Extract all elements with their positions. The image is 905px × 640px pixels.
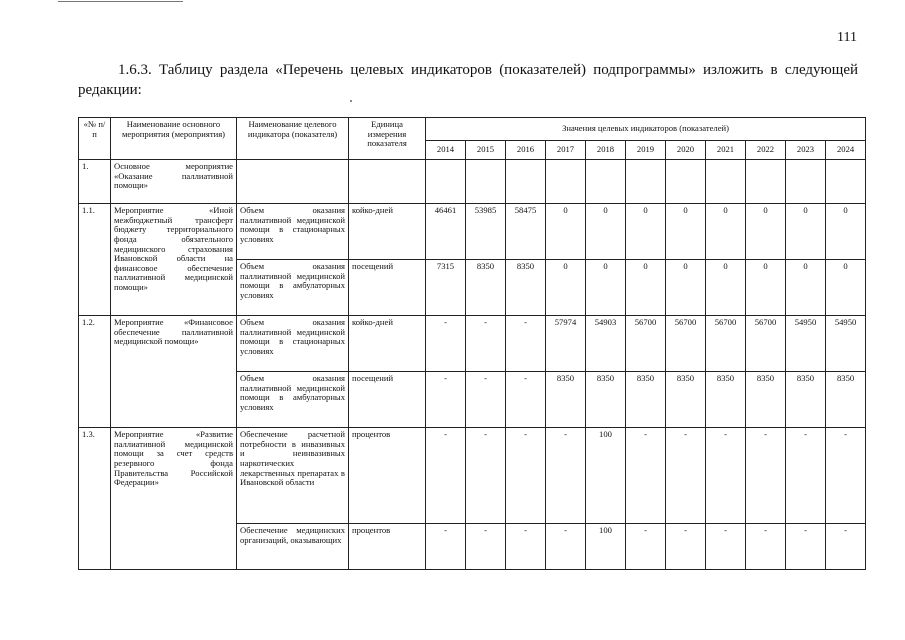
value-cell: - (786, 524, 826, 570)
value-cell: - (706, 524, 746, 570)
value-cell: 56700 (706, 316, 746, 372)
table-row (79, 428, 866, 524)
value-cell: 53985 (466, 204, 506, 260)
year-2023: 2023 (786, 141, 826, 160)
value-cell: - (466, 372, 506, 428)
year-2016: 2016 (506, 141, 546, 160)
value-cell: - (506, 372, 546, 428)
value-cell: - (826, 524, 866, 570)
value-cell: 0 (546, 204, 586, 260)
value-cell: - (826, 428, 866, 524)
value-cell: - (466, 316, 506, 372)
value-cell: - (426, 428, 466, 524)
year-2014: 2014 (426, 141, 466, 160)
value-cell: 100 (586, 524, 626, 570)
value-cell: 0 (826, 204, 866, 260)
value-cell: - (746, 428, 786, 524)
value-cell: - (506, 316, 546, 372)
year-2019: 2019 (626, 141, 666, 160)
row-unit: койко-дней (349, 204, 426, 260)
table-row (79, 160, 866, 204)
value-cell: 54950 (826, 316, 866, 372)
value-cell: - (426, 372, 466, 428)
value-cell: 8350 (546, 372, 586, 428)
top-rule-line (58, 1, 183, 2)
header-row (79, 118, 866, 141)
row-unit: посещений (349, 372, 426, 428)
value-cell: - (746, 524, 786, 570)
value-cell: - (666, 524, 706, 570)
year-2015: 2015 (466, 141, 506, 160)
value-cell: - (506, 524, 546, 570)
value-cell: 0 (746, 204, 786, 260)
value-cell: - (786, 428, 826, 524)
header-num: «№ п/п (79, 118, 111, 160)
value-cell: 8350 (586, 372, 626, 428)
year-2022: 2022 (746, 141, 786, 160)
year-2017: 2017 (546, 141, 586, 160)
row-indicator: Обеспечение расчетной потребности в инвазивных и неинвазивных наркотических лекарственных препаратах в Ивановской области (237, 428, 349, 524)
value-cell: 0 (746, 260, 786, 316)
row-event: Основное мероприятие «Оказание паллиативной помощи» (111, 160, 237, 204)
value-cell: 8350 (626, 372, 666, 428)
value-cell: 8350 (746, 372, 786, 428)
table-row (79, 316, 866, 372)
page-number: 111 (837, 30, 857, 45)
value-cell: - (546, 524, 586, 570)
value-cell: - (666, 428, 706, 524)
indicators-table (78, 117, 866, 570)
row-indicator: Обеспечение медицинских организаций, оказывающих (237, 524, 349, 570)
value-cell: 8350 (826, 372, 866, 428)
value-cell: 8350 (706, 372, 746, 428)
value-cell: - (466, 428, 506, 524)
value-cell: 57974 (546, 316, 586, 372)
value-cell: 58475 (506, 204, 546, 260)
row-num: 1.1. (79, 204, 111, 316)
value-cell: 8350 (786, 372, 826, 428)
value-cell: 7315 (426, 260, 466, 316)
row-num: 1. (79, 160, 111, 204)
row-unit: процентов (349, 524, 426, 570)
value-cell: 0 (666, 260, 706, 316)
row-num: 1.3. (79, 428, 111, 570)
value-cell: 0 (546, 260, 586, 316)
value-cell: 0 (706, 260, 746, 316)
value-cell: - (426, 316, 466, 372)
year-2024: 2024 (826, 141, 866, 160)
value-cell: 0 (826, 260, 866, 316)
value-cell: 56700 (666, 316, 706, 372)
row-event: Мероприятие «Развитие паллиативной медицинской помощи за счет средств резервного фонда Правительства Российской Федерации» (111, 428, 237, 570)
header-unit: Единица измерения показателя (349, 118, 426, 160)
scan-speck (350, 100, 352, 102)
value-cell: - (506, 428, 546, 524)
value-cell: 0 (586, 260, 626, 316)
value-cell: 0 (706, 204, 746, 260)
table-row (79, 204, 866, 260)
row-event: Мероприятие «Финансовое обеспечение паллиативной медицинской помощи» (111, 316, 237, 428)
row-num: 1.2. (79, 316, 111, 428)
value-cell: 54950 (786, 316, 826, 372)
header-values: Значения целевых индикаторов (показателей) (426, 118, 866, 141)
value-cell: 56700 (626, 316, 666, 372)
row-indicator: Объем оказания паллиативной медицинской помощи в стационарных условиях (237, 316, 349, 372)
value-cell: 0 (626, 204, 666, 260)
value-cell: 0 (586, 204, 626, 260)
year-2018: 2018 (586, 141, 626, 160)
row-event: Мероприятие «Иной межбюджетный трансферт бюджету территориального фонда обязательного медицинского страхования Ивановской области на финансовое обеспечение паллиативной медицинской помощи» (111, 204, 237, 316)
value-cell: - (626, 524, 666, 570)
year-2021: 2021 (706, 141, 746, 160)
value-cell: 8350 (666, 372, 706, 428)
section-heading: 1.6.3. Таблицу раздела «Перечень целевых индикаторов (показателей) подпрограммы» изложить в следующей редакции: (78, 62, 858, 98)
row-unit: процентов (349, 428, 426, 524)
value-cell: 46461 (426, 204, 466, 260)
value-cell: 0 (626, 260, 666, 316)
value-cell: 0 (786, 260, 826, 316)
value-cell: 100 (586, 428, 626, 524)
header-indicator: Наименование целевого индикатора (показателя) (237, 118, 349, 160)
value-cell: 54903 (586, 316, 626, 372)
row-indicator: Объем оказания паллиативной медицинской помощи в амбулаторных условиях (237, 372, 349, 428)
value-cell: 56700 (746, 316, 786, 372)
value-cell: - (626, 428, 666, 524)
value-cell: 0 (666, 204, 706, 260)
value-cell: - (706, 428, 746, 524)
header-event: Наименование основного мероприятия (мероприятия) (111, 118, 237, 160)
row-unit: койко-дней (349, 316, 426, 372)
row-indicator: Объем оказания паллиативной медицинской помощи в стационарных условиях (237, 204, 349, 260)
value-cell: 8350 (506, 260, 546, 316)
value-cell: - (546, 428, 586, 524)
value-cell: 8350 (466, 260, 506, 316)
row-indicator: Объем оказания паллиативной медицинской помощи в амбулаторных условиях (237, 260, 349, 316)
year-2020: 2020 (666, 141, 706, 160)
value-cell: - (426, 524, 466, 570)
value-cell: - (466, 524, 506, 570)
value-cell: 0 (786, 204, 826, 260)
row-unit: посещений (349, 260, 426, 316)
